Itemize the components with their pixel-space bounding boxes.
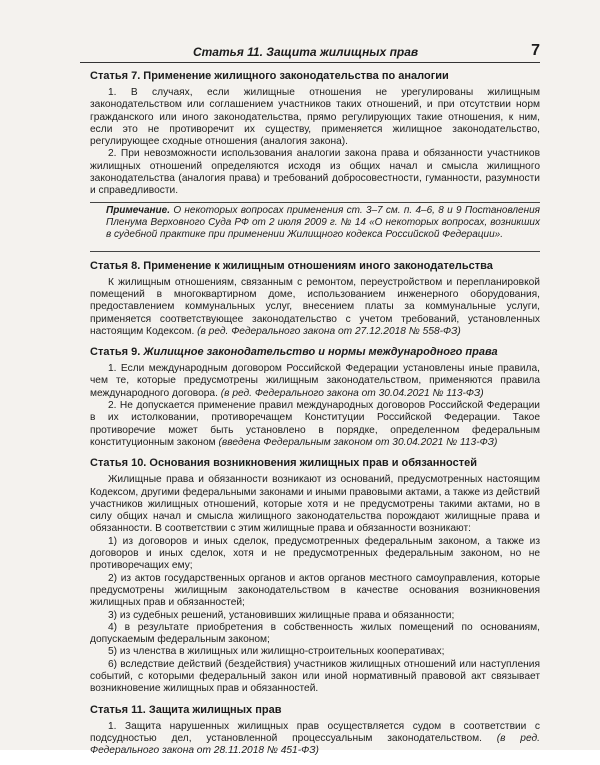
note-label: Примечание.	[106, 204, 170, 216]
article-10	[90, 457, 540, 695]
article-heading: Статья 11. Защита жилищных прав	[90, 703, 282, 716]
list-item: 1) из договоров и иных сделок, предусмотренных федеральным законом, а также из договоров и иных сделок, хотя и не предусмотренных федеральным законом, но не противоречащих ему;	[90, 535, 540, 572]
list-item: 2) из актов государственных органов и актов органов местного самоуправления, которые предусмотрены жилищным законодательством в качестве основания возникновения жилищных прав и обязанностей;	[90, 572, 540, 609]
paragraph-text: 1. Если международным договором Российской Федерации установлены иные правила, чем те, которые предусмотрены жилищным законодательством, применяются правила международного договора.	[90, 363, 540, 399]
running-title: Статья 11. Защита жилищных прав	[192, 45, 419, 59]
note-text: О некоторых вопросах применения ст. 3–7 см. п. 4–6, 8 и 9 Постановления Пленума Верховного Суда РФ от 2 июля 2009 г. № 14 «О некоторых вопросах, возникших в судебной практике при применении Жилищного кодекса Российской Федерации».	[106, 204, 540, 240]
article-paragraph: 2. При невозможности использования аналогии закона права и обязанности участников жилищных отношений определяются исходя из общих начал и смысла жилищного законодательства (аналогия права) и требований добросовестности, гуманности, разумности и справедливости.	[90, 148, 540, 197]
article-9	[90, 346, 540, 449]
article-paragraph	[90, 400, 540, 449]
page-number: 7	[531, 42, 540, 59]
article-heading: Статья 8. Применение к жилищным отношениям иного законодательства	[90, 259, 493, 272]
amendment-source: (в ред. Федерального закона от 27.12.2018 № 558-ФЗ)	[197, 325, 461, 337]
article-11	[90, 704, 540, 758]
article-paragraph: 1. В случаях, если жилищные отношения не урегулированы жилищным законодательством или соглашением участников таких отношений, и при отсутствии норм гражданского или иного законодательства, прямо регулирующих такие отношения, к ним, если это не противоречит их существу, применяется жилищное законодательство, регулирующее сходные отношения (аналогия закона).	[90, 87, 540, 148]
article-7	[90, 70, 540, 252]
page-content	[90, 70, 540, 765]
amendment-source: (в ред. Федерального закона от 28.11.2018 № 451-ФЗ)	[90, 732, 540, 757]
article-8	[90, 260, 540, 338]
paragraph-text: 2. Не допускается применение правил международных договоров Российской Федерации в их истолковании, противоречащем Конституции Российской Федерации. Такое противоречие может быть установлено в порядке, определенном федеральным конституционным законом	[90, 400, 540, 448]
divider	[90, 251, 540, 252]
article-heading: Статья 10. Основания возникновения жилищных прав и обязанностей	[90, 457, 478, 470]
list-item: 6) вследствие действий (бездействия) участников жилищных отношений или наступления событий, с которыми федеральный закон или иной нормативный правовой акт связывает возникновение жилищных прав и обязанностей.	[90, 658, 540, 695]
note-block	[90, 202, 540, 241]
paragraph-text: К жилищным отношениям, связанным с ремонтом, переустройством и перепланировкой помещений в многоквартирном доме, использованием инженерного оборудования, предоставлением коммунальных услуг, внесением платы за коммунальные услуги, применяется соответствующее законодательство с учетом требований, установленных настоящим Кодексом.	[90, 276, 540, 337]
running-header	[80, 36, 540, 63]
article-paragraph	[90, 721, 540, 758]
amendment-source: (в ред. Федерального закона от 30.04.2021 № 113-ФЗ)	[220, 387, 484, 399]
heading-text: Жилищное законодательство и нормы международного права	[143, 346, 498, 359]
amendment-source: (введена Федеральным законом от 30.04.2021 № 113-ФЗ)	[218, 436, 498, 448]
paragraph-text: 1. Защита нарушенных жилищных прав осуществляется судом в соответствии с подсудностью дел, установленной процессуальным законодательством.	[90, 720, 540, 744]
list-item: 5) из членства в жилищных или жилищно-строительных кооперативах;	[108, 646, 445, 658]
article-heading	[90, 346, 540, 359]
article-paragraph	[90, 277, 540, 338]
list-item: 3) из судебных решений, установивших жилищные права и обязанности;	[108, 609, 455, 621]
list-item: 4) в результате приобретения в собственность жилых помещений по основаниям, допускаемым федеральным законом;	[90, 621, 540, 646]
article-heading: Статья 7. Применение жилищного законодательства по аналогии	[90, 70, 449, 82]
article-paragraph: Жилищные права и обязанности возникают из оснований, предусмотренных настоящим Кодексом, другими федеральными законами и иными правовыми актами, а также из действий участников жилищных отношений, которые хотя и не предусмотрены такими актами, но в силу общих начал и смысла жилищного законодательства порождают жилищные права и обязанности. В соответствии с этим жилищные права и обязанности возникают:	[90, 474, 540, 535]
heading-prefix: Статья 9.	[90, 346, 141, 359]
article-paragraph	[90, 363, 540, 400]
